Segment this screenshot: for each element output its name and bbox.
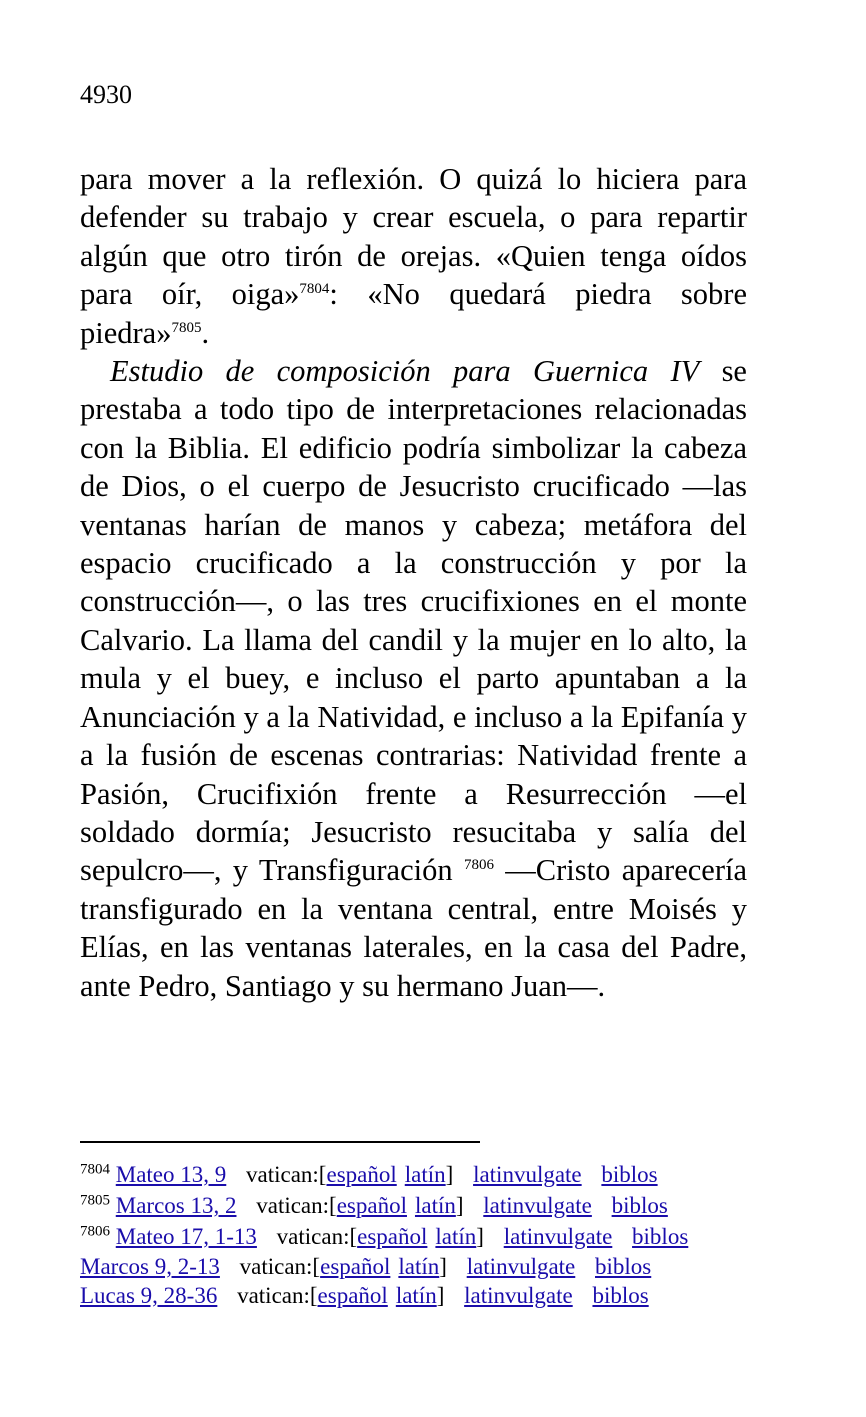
bracket-close: ] xyxy=(476,1224,484,1249)
bracket-close: ] xyxy=(455,1193,464,1218)
body-text xyxy=(80,160,747,1005)
paragraph-1-text-b: : «No quedará piedra sobre piedra» xyxy=(80,277,747,350)
footnote-line xyxy=(80,1190,780,1221)
vatican-label: vatican:[ xyxy=(246,1162,327,1187)
biblos-link[interactable]: biblos xyxy=(611,1193,668,1218)
vatican-label: vatican:[ xyxy=(239,1254,321,1279)
biblos-link[interactable]: biblos xyxy=(592,1283,649,1308)
footnote-ref-7805[interactable]: 7805 xyxy=(171,319,202,336)
latin-link[interactable]: latín xyxy=(398,1254,440,1279)
footnote-number: 7806 xyxy=(80,1223,110,1240)
paragraph-2 xyxy=(80,352,747,1005)
footnote-line xyxy=(80,1221,780,1252)
latin-link[interactable]: latín xyxy=(404,1162,446,1187)
footnote-ref-7804[interactable]: 7804 xyxy=(299,281,330,298)
latinvulgate-link[interactable]: latinvulgate xyxy=(464,1283,573,1308)
latinvulgate-link[interactable]: latinvulgate xyxy=(503,1224,613,1249)
bible-ref-link[interactable]: Mateo 13, 9 xyxy=(115,1162,227,1187)
biblos-link[interactable]: biblos xyxy=(595,1254,652,1279)
espanol-link[interactable]: español xyxy=(317,1283,388,1308)
vatican-label: vatican:[ xyxy=(237,1283,318,1308)
paragraph-2-text-b: —Cristo aparecería transfigurado en la ventana central, entre Moisés y Elías, en las ventanas laterales, en la casa del Padre, ante Pedro, Santiago y su hermano Juan—. xyxy=(80,853,747,1003)
espanol-link[interactable]: español xyxy=(320,1254,391,1279)
bracket-close: ] xyxy=(439,1254,447,1279)
footnote-line xyxy=(80,1252,780,1281)
bracket-close: ] xyxy=(436,1283,445,1308)
bible-ref-link[interactable]: Marcos 13, 2 xyxy=(115,1193,237,1218)
artwork-title: Estudio de composición para Guernica IV xyxy=(110,354,700,389)
footnote-number: 7805 xyxy=(80,1192,110,1209)
espanol-link[interactable]: español xyxy=(326,1162,397,1187)
footnote-line xyxy=(80,1281,780,1310)
biblos-link[interactable]: biblos xyxy=(601,1162,658,1187)
vatican-label: vatican:[ xyxy=(276,1224,358,1249)
bible-ref-link[interactable]: Marcos 9, 2-13 xyxy=(80,1254,220,1279)
espanol-link[interactable]: español xyxy=(336,1193,407,1218)
footnote-separator xyxy=(80,1141,480,1143)
bible-ref-link[interactable]: Lucas 9, 28-36 xyxy=(80,1283,218,1308)
latinvulgate-link[interactable]: latinvulgate xyxy=(483,1193,592,1218)
biblos-link[interactable]: biblos xyxy=(632,1224,689,1249)
latin-link[interactable]: latín xyxy=(395,1283,437,1308)
latin-link[interactable]: latín xyxy=(414,1193,456,1218)
footnote-ref-7806[interactable]: 7806 xyxy=(463,857,494,874)
vatican-label: vatican:[ xyxy=(256,1193,337,1218)
paragraph-1 xyxy=(80,160,747,352)
latinvulgate-link[interactable]: latinvulgate xyxy=(466,1254,576,1279)
footnotes xyxy=(80,1159,780,1310)
paragraph-1-text-c: . xyxy=(201,315,210,350)
footnote-line xyxy=(80,1159,780,1190)
page-number: 4930 xyxy=(80,80,132,109)
latinvulgate-link[interactable]: latinvulgate xyxy=(473,1162,582,1187)
paragraph-2-text-a: se prestaba a todo tipo de interpretaciones relacionadas con la Biblia. El edificio podría simbolizar la cabeza de Dios, o el cuerpo de Jesucristo crucificado —las ventanas harían de manos y cabeza; metáfora del espacio crucificado a la construcción y por la construcción—, o las tres crucifixiones en el monte Calvario. La llama del candil y la mujer en lo alto, la mula y el buey, e incluso el parto apuntaban a la Anunciación y a la Natividad, e incluso a la Epifanía y a la fusión de escenas contrarias: Natividad frente a Pasión, Crucifixión frente a Resurrección —el soldado dormía; Jesucristo resucitaba y salía del sepulcro—, y Transfiguración xyxy=(80,354,747,888)
paragraph-1-text-a: para mover a la reflexión. O quizá lo hiciera para defender su trabajo y crear escuela, o para repartir algún que otro tirón de orejas. «Quien tenga oídos para oír, oiga» xyxy=(80,162,747,312)
latin-link[interactable]: latín xyxy=(435,1224,477,1249)
footnote-number: 7804 xyxy=(80,1161,110,1178)
espanol-link[interactable]: español xyxy=(357,1224,428,1249)
bracket-close: ] xyxy=(445,1162,454,1187)
bible-ref-link[interactable]: Mateo 17, 1-13 xyxy=(115,1224,257,1249)
